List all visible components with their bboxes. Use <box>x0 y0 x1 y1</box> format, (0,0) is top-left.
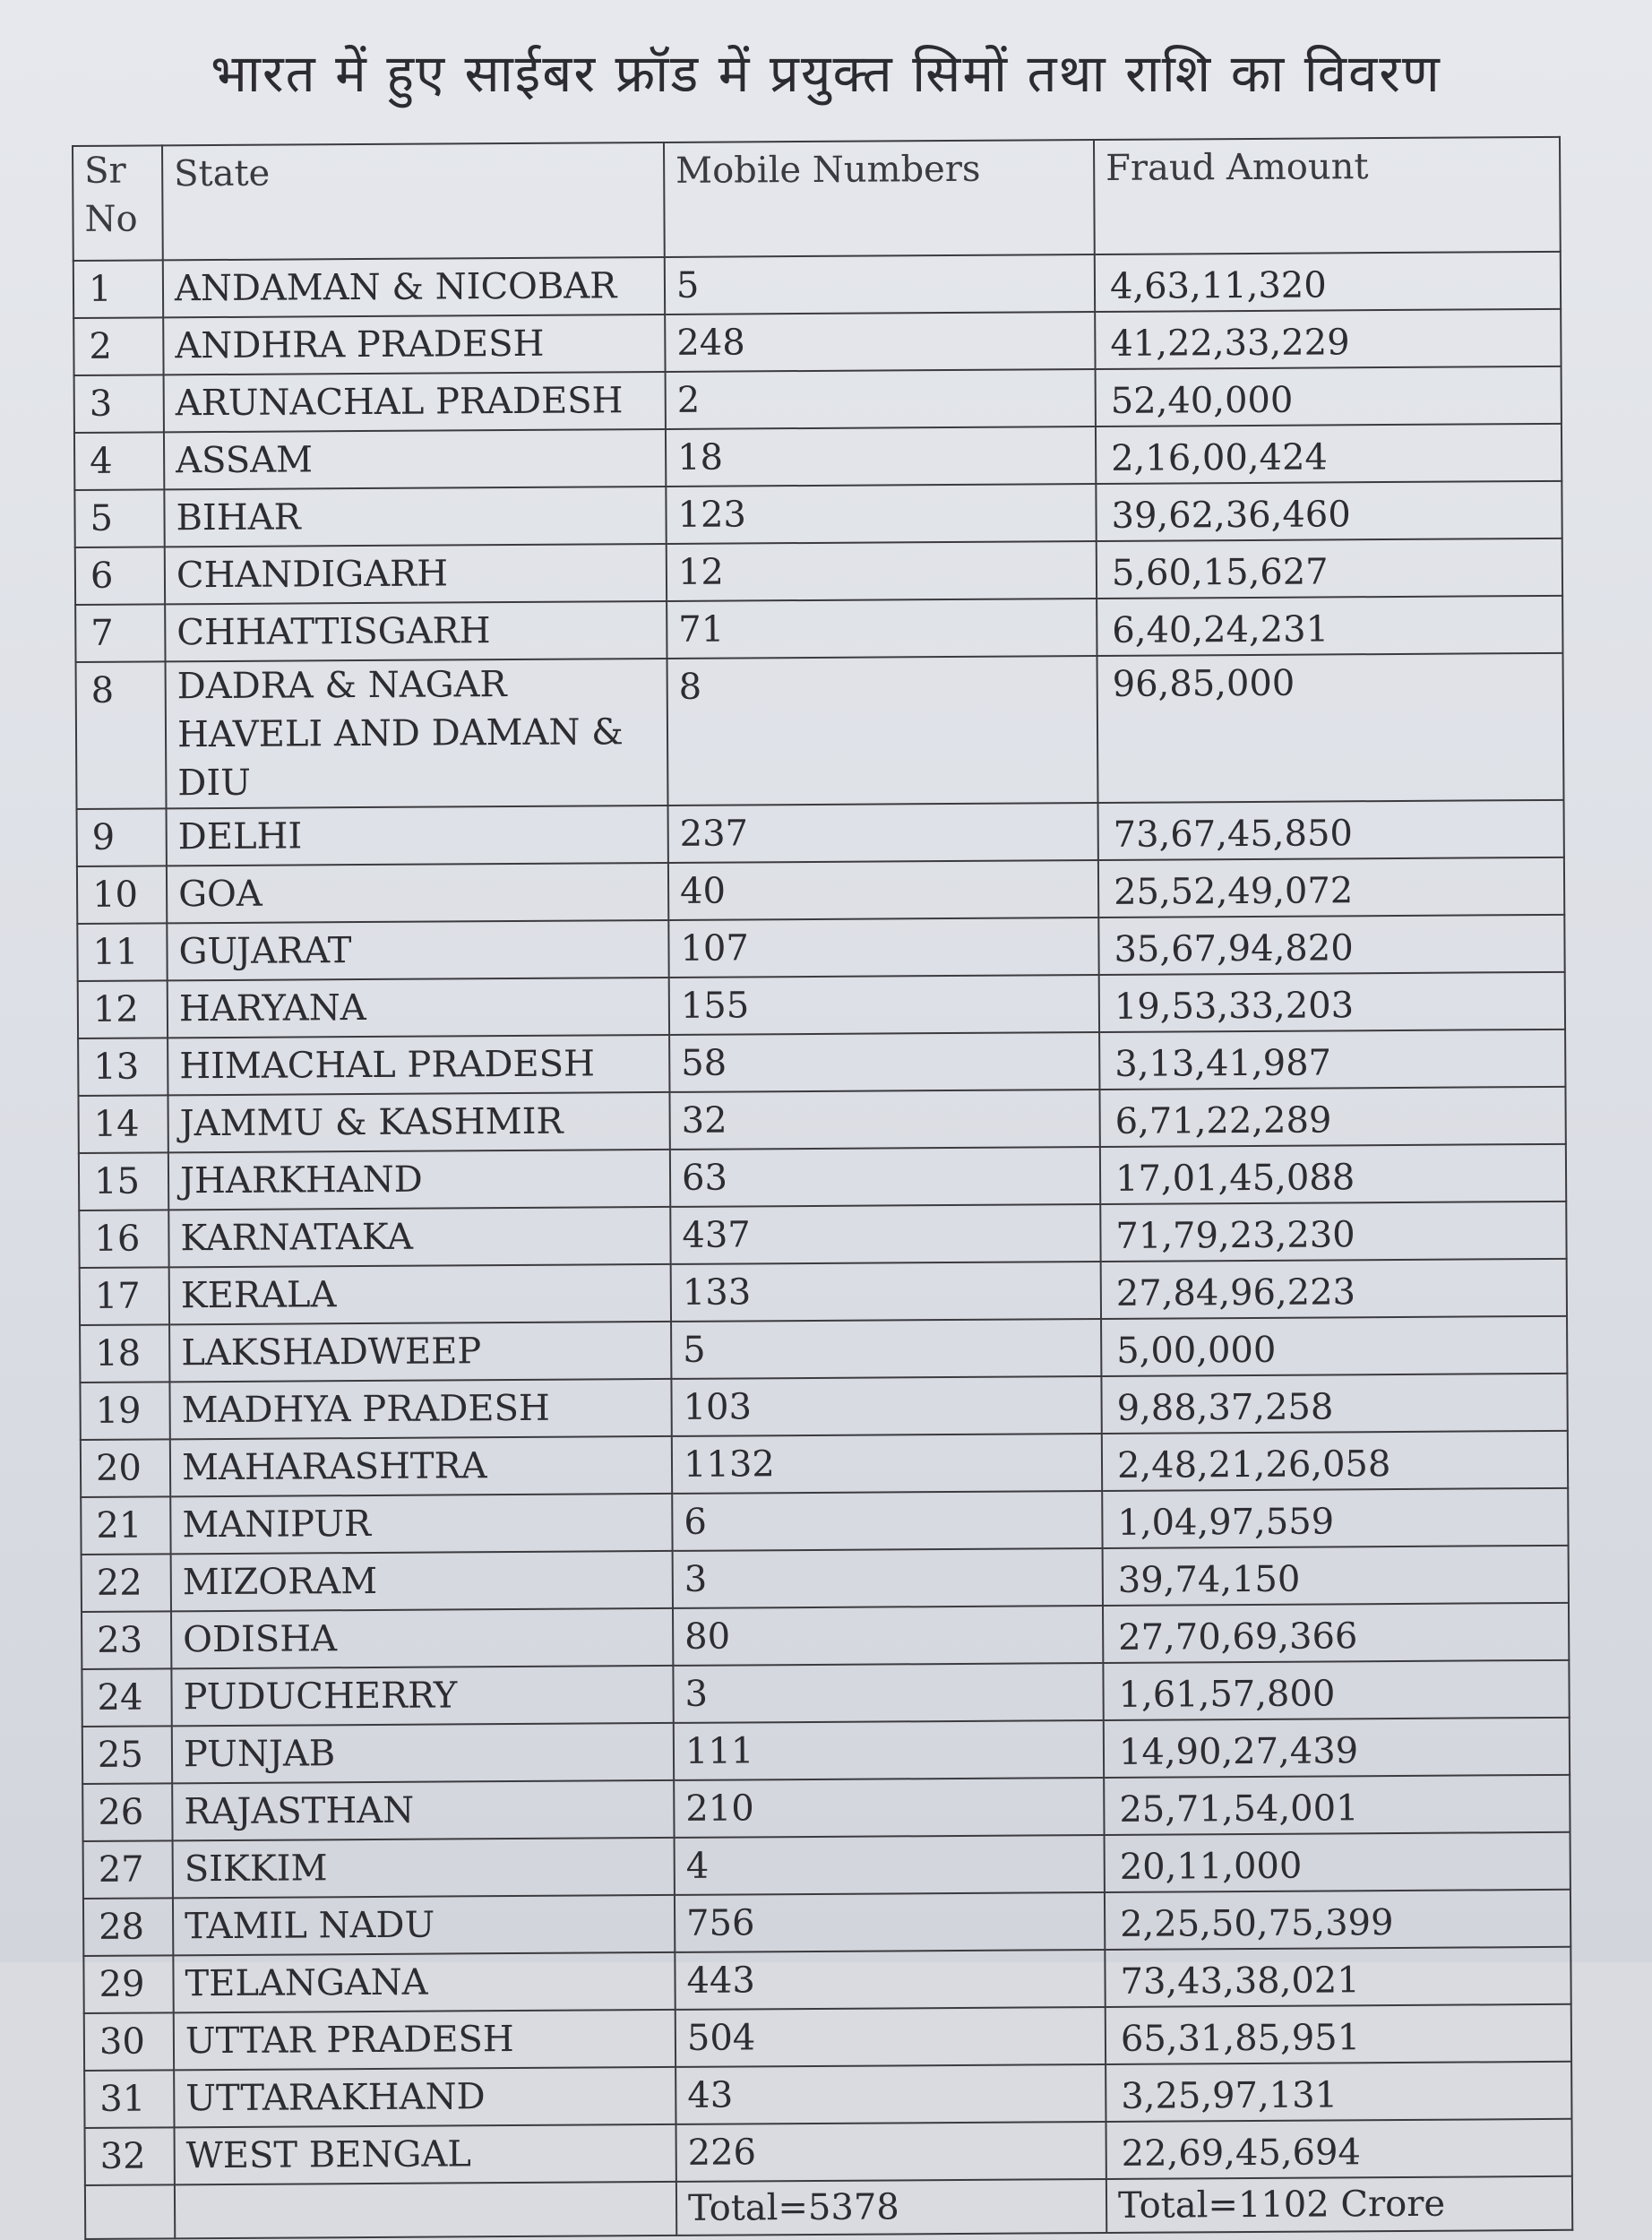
total-mobile: Total=5378 <box>676 2179 1106 2236</box>
mobile-cell: 12 <box>667 541 1097 601</box>
mobile-cell: 8 <box>667 656 1098 806</box>
table-row <box>78 1030 1565 1096</box>
table-row <box>81 1488 1568 1555</box>
total-sr-cell <box>85 2184 175 2239</box>
mobile-cell: 123 <box>666 484 1096 544</box>
sr-cell: 4 <box>74 432 164 490</box>
table-row <box>73 309 1561 375</box>
sr-cell: 20 <box>81 1439 170 1497</box>
state-cell: MIZORAM <box>171 1551 673 1611</box>
mobile-cell: 71 <box>667 599 1097 659</box>
header-sr-no: Sr No <box>73 145 163 261</box>
sr-cell: 2 <box>73 317 163 375</box>
table-row <box>83 1947 1570 2013</box>
state-cell: UTTARAKHAND <box>174 2067 675 2127</box>
sr-cell: 21 <box>81 1496 170 1555</box>
table-row <box>76 653 1564 809</box>
mobile-cell: 103 <box>671 1376 1101 1436</box>
state-cell: WEST BENGAL <box>175 2124 676 2184</box>
amount-cell: 22,69,45,694 <box>1106 2119 1571 2179</box>
totals-row <box>85 2176 1572 2239</box>
amount-cell: 5,60,15,627 <box>1097 538 1562 599</box>
amount-cell: 2,16,00,424 <box>1096 424 1562 484</box>
table-row <box>80 1259 1567 1325</box>
state-cell: MAHARASHTRA <box>170 1436 672 1496</box>
state-cell: RAJASTHAN <box>172 1780 674 1840</box>
amount-cell: 14,90,27,439 <box>1104 1718 1570 1778</box>
state-cell: JAMMU & KASHMIR <box>168 1092 669 1152</box>
amount-cell: 20,11,000 <box>1105 1832 1570 1892</box>
sr-cell: 3 <box>74 375 164 433</box>
table-row <box>74 424 1562 490</box>
header-fraud-amount: Fraud Amount <box>1094 137 1561 254</box>
table-row <box>83 1890 1570 1956</box>
header-row <box>73 137 1561 261</box>
table-row <box>77 857 1564 924</box>
state-cell: DELHI <box>167 806 668 866</box>
amount-cell: 2,48,21,26,058 <box>1102 1431 1568 1491</box>
state-cell: MADHYA PRADESH <box>169 1379 671 1439</box>
mobile-cell: 4 <box>675 1835 1105 1895</box>
table-row <box>74 366 1562 433</box>
mobile-cell: 58 <box>669 1032 1099 1092</box>
amount-cell: 3,13,41,987 <box>1099 1030 1565 1090</box>
mobile-cell: 5 <box>671 1319 1101 1379</box>
mobile-cell: 133 <box>671 1262 1101 1322</box>
state-cell: PUNJAB <box>172 1723 674 1783</box>
mobile-cell: 437 <box>670 1204 1100 1264</box>
table-row <box>77 915 1564 981</box>
table-row <box>75 596 1562 662</box>
mobile-cell: 155 <box>669 975 1099 1035</box>
state-cell: ANDAMAN & NICOBAR <box>163 257 665 317</box>
state-cell: SIKKIM <box>173 1838 675 1898</box>
mobile-cell: 32 <box>669 1090 1099 1150</box>
mobile-cell: 43 <box>675 2064 1106 2124</box>
mobile-cell: 40 <box>668 860 1098 920</box>
amount-cell: 5,00,000 <box>1101 1316 1567 1376</box>
table-row <box>80 1316 1567 1383</box>
state-cell: ARUNACHAL PRADESH <box>164 372 666 432</box>
state-cell: KERALA <box>169 1264 671 1324</box>
mobile-cell: 3 <box>673 1663 1103 1723</box>
sr-cell: 25 <box>82 1726 172 1784</box>
table-row <box>78 1087 1565 1153</box>
amount-cell: 52,40,000 <box>1096 366 1562 426</box>
header-state: State <box>162 142 665 260</box>
sr-cell: 28 <box>83 1898 173 1956</box>
state-cell: HIMACHAL PRADESH <box>168 1035 669 1095</box>
table-row <box>77 800 1564 866</box>
mobile-cell: 18 <box>666 426 1096 487</box>
amount-cell: 2,25,50,75,399 <box>1105 1890 1570 1950</box>
sr-cell: 13 <box>78 1038 168 1096</box>
state-cell: ANDHRA PRADESH <box>163 314 665 375</box>
sr-cell: 32 <box>85 2127 175 2185</box>
sr-cell: 27 <box>83 1840 173 1899</box>
sr-cell: 5 <box>74 489 164 547</box>
mobile-cell: 756 <box>675 1892 1105 1952</box>
table-row <box>79 1144 1566 1210</box>
mobile-cell: 248 <box>665 312 1095 372</box>
mobile-cell: 210 <box>674 1778 1104 1838</box>
sr-cell: 22 <box>82 1554 171 1612</box>
state-cell: MANIPUR <box>170 1494 672 1554</box>
state-cell: JHARKHAND <box>168 1150 670 1210</box>
state-cell: GOA <box>167 863 668 923</box>
mobile-cell: 2 <box>666 369 1096 429</box>
table-row <box>74 481 1562 547</box>
mobile-cell: 63 <box>670 1147 1100 1207</box>
mobile-cell: 504 <box>675 2007 1106 2067</box>
mobile-cell: 1132 <box>672 1434 1102 1494</box>
mobile-cell: 226 <box>676 2122 1106 2182</box>
sr-cell: 24 <box>82 1668 171 1727</box>
sr-cell: 7 <box>75 604 165 662</box>
sr-cell: 23 <box>82 1611 171 1669</box>
amount-cell: 25,52,49,072 <box>1098 857 1564 918</box>
amount-cell: 39,62,36,460 <box>1096 481 1562 541</box>
amount-cell: 19,53,33,203 <box>1099 972 1565 1032</box>
state-cell: PUDUCHERRY <box>171 1666 673 1726</box>
amount-cell: 65,31,85,951 <box>1106 2004 1571 2064</box>
sr-cell: 19 <box>80 1382 169 1440</box>
state-cell: ASSAM <box>164 429 666 489</box>
table-row <box>85 2119 1572 2185</box>
table-row <box>82 1603 1569 1669</box>
amount-cell: 71,79,23,230 <box>1100 1202 1566 1262</box>
mobile-cell: 5 <box>665 254 1095 314</box>
state-cell: CHANDIGARH <box>165 544 667 604</box>
sr-cell: 31 <box>84 2070 174 2128</box>
table-row <box>82 1718 1570 1784</box>
state-cell: CHHATTISGARH <box>165 601 667 661</box>
state-cell: UTTAR PRADESH <box>174 2010 675 2070</box>
amount-cell: 27,84,96,223 <box>1101 1259 1567 1319</box>
mobile-cell: 443 <box>675 1950 1105 2010</box>
amount-cell: 39,74,150 <box>1103 1546 1569 1606</box>
sr-cell: 6 <box>75 547 165 605</box>
amount-cell: 1,04,97,559 <box>1102 1488 1568 1548</box>
state-cell: ODISHA <box>171 1608 673 1668</box>
sr-cell: 8 <box>76 661 167 809</box>
sr-cell: 18 <box>80 1324 169 1383</box>
state-cell: TAMIL NADU <box>173 1895 675 1955</box>
sr-cell: 11 <box>77 923 167 981</box>
table-row <box>84 2062 1571 2128</box>
sr-cell: 1 <box>73 260 163 318</box>
table-body <box>73 252 1572 2185</box>
table-row <box>80 1374 1567 1440</box>
amount-cell: 25,71,54,001 <box>1104 1775 1570 1835</box>
table-row <box>81 1431 1568 1497</box>
sr-cell: 15 <box>79 1152 168 1210</box>
sr-cell: 29 <box>83 1955 173 2013</box>
amount-cell: 6,40,24,231 <box>1097 596 1562 656</box>
sr-cell: 26 <box>82 1783 172 1841</box>
table-row <box>79 1202 1566 1268</box>
sr-cell: 14 <box>78 1095 168 1153</box>
sr-cell: 30 <box>84 2012 174 2071</box>
table-row <box>78 972 1565 1038</box>
sr-cell: 17 <box>80 1267 169 1325</box>
mobile-cell: 80 <box>673 1606 1103 1666</box>
amount-cell: 73,67,45,850 <box>1098 800 1564 860</box>
mobile-cell: 107 <box>668 918 1098 978</box>
amount-cell: 1,61,57,800 <box>1103 1660 1569 1720</box>
fraud-table <box>72 136 1573 2240</box>
state-cell: LAKSHADWEEP <box>169 1322 671 1382</box>
total-state-cell <box>175 2182 676 2238</box>
mobile-cell: 237 <box>668 803 1098 863</box>
table-row <box>75 538 1562 605</box>
sr-cell: 9 <box>77 808 167 866</box>
mobile-cell: 3 <box>673 1548 1103 1608</box>
table-row <box>73 252 1561 318</box>
amount-cell: 35,67,94,820 <box>1098 915 1564 975</box>
amount-cell: 17,01,45,088 <box>1100 1144 1566 1204</box>
table-row <box>82 1775 1570 1841</box>
amount-cell: 9,88,37,258 <box>1101 1374 1567 1434</box>
mobile-cell: 111 <box>674 1720 1104 1780</box>
amount-cell: 96,85,000 <box>1097 653 1564 803</box>
total-amount: Total=1102 Crore <box>1106 2176 1572 2233</box>
state-cell: BIHAR <box>164 487 666 547</box>
state-cell: HARYANA <box>168 978 669 1038</box>
state-cell: KARNATAKA <box>168 1207 670 1267</box>
document-title: भारत में हुए साईबर फ्रॉड में प्रयुक्त सिमों तथा राशि का विवरण <box>211 43 1441 104</box>
amount-cell: 3,25,97,131 <box>1106 2062 1571 2122</box>
amount-cell: 6,71,22,289 <box>1099 1087 1565 1147</box>
table-row <box>84 2004 1571 2071</box>
amount-cell: 41,22,33,229 <box>1095 309 1561 369</box>
mobile-cell: 6 <box>672 1491 1102 1551</box>
sr-cell: 10 <box>77 866 167 924</box>
amount-cell: 27,70,69,366 <box>1103 1603 1569 1663</box>
amount-cell: 4,63,11,320 <box>1095 252 1561 312</box>
state-cell: TELANGANA <box>173 1952 675 2012</box>
sr-cell: 16 <box>79 1210 168 1268</box>
state-cell: GUJARAT <box>167 920 668 980</box>
state-cell: DADRA & NAGAR HAVELI AND DAMAN & DIU <box>166 659 668 808</box>
amount-cell: 73,43,38,021 <box>1105 1947 1570 2007</box>
table-row <box>82 1660 1569 1727</box>
table-row <box>83 1832 1570 1899</box>
table-row <box>82 1546 1569 1612</box>
header-mobile-numbers: Mobile Numbers <box>664 140 1095 257</box>
sr-cell: 12 <box>78 980 168 1038</box>
